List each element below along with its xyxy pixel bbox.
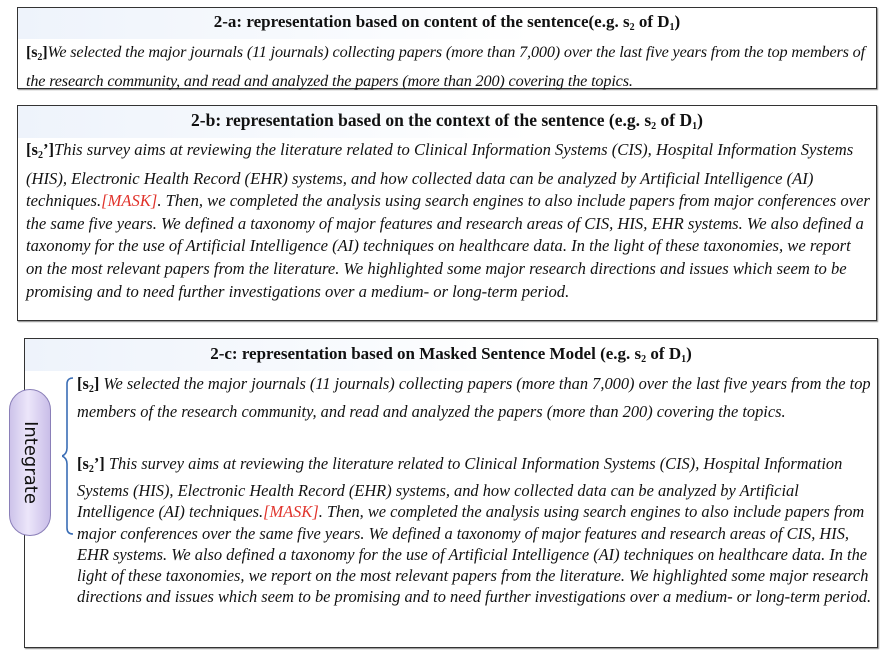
panel-c-context: [77, 453, 877, 607]
panel-b-title: [18, 106, 876, 138]
title-text: 2-a: representation based on content of the sentence(e.g. s: [213, 12, 630, 31]
sentence-text: We selected the major journals (11 journals) collecting papers (more than 7,000) over the last five years from the top members of the research community, and read and analyzed the papers (more than 200) covering the topics.: [77, 374, 871, 422]
panel-context-representation: [17, 105, 877, 321]
panel-b-context: [18, 138, 876, 303]
title-text: ): [697, 110, 703, 130]
label-text: [s: [26, 140, 38, 159]
sentence-label: [77, 454, 105, 473]
sentence-s2: [77, 373, 877, 424]
panel-c-title: [25, 339, 877, 371]
integrate-label: Integrate: [19, 421, 41, 504]
sentence-label: [77, 374, 99, 393]
sentence-text: We selected the major journals (11 journals) collecting papers (more than 7,000) over the last five years from the top members of the research community, and read and analyzed the papers (more than 200) covering the topics.: [26, 43, 865, 90]
title-text: ): [686, 344, 692, 363]
title-subscript: 2: [641, 354, 647, 365]
panel-c-sentence: [77, 373, 877, 424]
mask-token: [MASK]: [263, 502, 319, 522]
title-text: of D: [646, 344, 682, 363]
label-subscript: 2: [37, 52, 43, 63]
integrate-pill: [9, 389, 51, 536]
title-text: 2-c: representation based on Masked Sentence Model (e.g. s: [210, 344, 642, 363]
title-subscript: 2: [651, 121, 657, 132]
label-text: [s: [77, 374, 89, 393]
context-text: . Then, we completed the analysis using search engines to also include papers from major conferences over the same five years. We defined a taxonomy of major features and research areas of CIS, HIS, EHR systems. We also defined a taxonomy for the use of Artificial Intelligence (AI) techniques on healthcare data. In the light of these taxonomies, we report on the most relevant papers from the literature. We highlighted some major research directions and issues which seem to be promising and to need further investigations over a medium- or long-term period.: [77, 502, 872, 607]
mask-token: [MASK]: [101, 191, 158, 211]
title-subscript: 2: [629, 22, 635, 33]
label-text: ]: [42, 43, 48, 61]
title-subscript: 1: [669, 22, 675, 33]
label-subscript: 2: [88, 464, 94, 475]
title-subscript: 1: [681, 354, 687, 365]
sentence-s2-prime: [77, 453, 877, 607]
sentence-label: [26, 140, 54, 159]
label-text: [s: [26, 43, 38, 61]
label-text: [s: [77, 454, 89, 473]
curly-brace-icon: [62, 376, 74, 536]
context-text: This survey aims at reviewing the literature related to Clinical Information Systems (CIS), Hospital Information Systems (HIS), Electronic Health Record (EHR) systems, and how collected data can be analyzed by Artificial Intelligence (AI) techniques.: [77, 454, 843, 522]
context-text: . Then, we completed the analysis using search engines to also include papers from major conferences over the same five years. We defined a taxonomy of major features and research areas of CIS, HIS, EHR systems. We also defined a taxonomy for the use of Artificial Intelligence (AI) techniques on healthcare data. In the light of these taxonomies, we report on the most relevant papers from the literature. We highlighted some major research directions and issues which seem to be promising and to need further investigations over a medium- or long-term period.: [26, 191, 870, 301]
context-text: This survey aims at reviewing the literature related to Clinical Information Systems (CIS), Hospital Information Systems (HIS), Electronic Health Record (EHR) systems, and how collected data can be analyzed by Artificial Intelligence (AI) techniques.: [26, 140, 854, 211]
panel-masked-sentence-model: [24, 338, 878, 648]
title-subscript: 1: [692, 121, 698, 132]
label-text: ’]: [42, 140, 55, 159]
panel-content-representation: [17, 7, 877, 89]
title-text: of D: [634, 12, 670, 31]
panel-a-title: [18, 8, 876, 39]
label-subscript: 2: [88, 384, 94, 395]
panel-a-sentence: [18, 39, 876, 92]
sentence-label: [26, 43, 48, 61]
title-text: of D: [656, 110, 693, 130]
label-text: ]: [93, 374, 100, 393]
label-subscript: 2: [37, 150, 43, 161]
label-text: ’]: [93, 454, 105, 473]
title-text: ): [674, 12, 681, 31]
title-text: 2-b: representation based on the context of the sentence (e.g. s: [191, 110, 652, 130]
